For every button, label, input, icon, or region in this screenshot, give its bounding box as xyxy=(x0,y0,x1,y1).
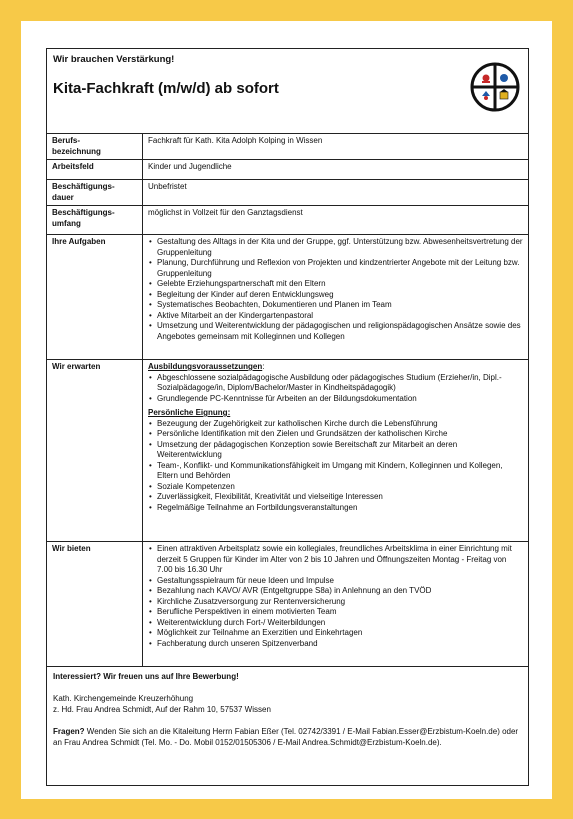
value-beschaeftigungsdauer: Unbefristet xyxy=(148,182,187,191)
questions-text: Wenden Sie sich an die Kitaleitung Herrn Fabian Eßer (Tel. 02742/3391 / E-Mail Fabian.Esser@Erzbistum-Koeln.de) oder an Frau Andrea Schmidt (Tel. Mo. - Do. Mobil 0152/01505306 / E-Mail Andrea.Schmidt@Erzbistum-Koeln.de). xyxy=(53,727,519,747)
questions-label: Fragen? xyxy=(53,727,85,736)
label-arbeitsfeld: Arbeitsfeld xyxy=(47,160,143,179)
row-beschaeftigungsdauer xyxy=(47,180,528,206)
list-item: • Planung, Durchführung und Reflexion von Projekten und kindzentrierter Angebote mit der Leitung bzw. Gruppenleitung xyxy=(148,258,523,279)
list-item: • Regelmäßige Teilnahme an Fortbildungsveranstaltungen xyxy=(148,503,523,514)
subheading-ausbildung: Ausbildungsvoraussetzungen xyxy=(148,362,263,371)
list-item: • Abgeschlossene sozialpädagogische Ausbildung oder pädagogisches Studium (Erzieher/in, Dipl.-Sozialpädagoge/in, Diplom/Bachelor/Master in Kindheitspädagogik) xyxy=(148,373,523,394)
list-item: • Umsetzung der pädagogischen Konzeption sowie Bereitschaft zur Mitarbeit an deren Weiterentwicklung xyxy=(148,440,523,461)
aufgaben-list xyxy=(148,237,523,342)
list-item: • Weiterentwicklung durch Fort-/ Weiterbildungen xyxy=(148,618,523,629)
list-item: • Zuverlässigkeit, Flexibilität, Kreativität und vielseitige Interessen xyxy=(148,492,523,503)
list-item: • Berufliche Perspektiven in einem motivierten Team xyxy=(148,607,523,618)
contact-questions xyxy=(53,726,522,748)
contact-address: z. Hd. Frau Andrea Schmidt, Auf der Rahm 10, 57537 Wissen xyxy=(53,705,271,714)
value-beschaeftigungsumfang: möglichst in Vollzeit für den Ganztagsdienst xyxy=(148,208,303,217)
posting-header xyxy=(47,49,528,134)
parish-emblem-icon xyxy=(470,62,520,112)
list-item: • Begleitung der Kinder auf deren Entwicklungsweg xyxy=(148,290,523,301)
row-wir-bieten xyxy=(47,542,528,667)
list-item: • Aktive Mitarbeit an der Kindergartenpastoral xyxy=(148,311,523,322)
row-ihre-aufgaben xyxy=(47,235,528,360)
label-beschaeftigungsdauer: Beschäftigungs- dauer xyxy=(47,180,143,205)
document-page xyxy=(21,21,552,799)
list-item: • Bezahlung nach KAVO/ AVR (Entgeltgruppe S8a) in Anlehnung an den TVÖD xyxy=(148,586,523,597)
subheading-eignung: Persönliche Eignung: xyxy=(148,408,231,417)
label-berufsbezeichnung: Berufs- bezeichnung xyxy=(47,134,143,159)
label-beschaeftigungsumfang: Beschäftigungs- umfang xyxy=(47,206,143,234)
row-beschaeftigungsumfang xyxy=(47,206,528,235)
label-wir-bieten: Wir bieten xyxy=(47,542,143,666)
posting-title: Kita-Fachkraft (m/w/d) ab sofort xyxy=(53,80,279,97)
list-item: • Kirchliche Zusatzversorgung zur Rentenversicherung xyxy=(148,597,523,608)
row-berufsbezeichnung xyxy=(47,134,528,160)
posting-pretitle: Wir brauchen Verstärkung! xyxy=(53,54,175,65)
list-item: • Soziale Kompetenzen xyxy=(148,482,523,493)
row-arbeitsfeld xyxy=(47,160,528,180)
list-item: • Fachberatung durch unseren Spitzenverband xyxy=(148,639,523,650)
list-item: • Einen attraktiven Arbeitsplatz sowie ein kollegiales, freundliches Arbeitsklima in einer Einrichtung mit derzeit 5 Gruppen für Kinder im Alter von 2 bis 10 Jahren und Öffnungszeiten Montag - Freitag von 7.00 bis 16.30 Uhr xyxy=(148,544,523,576)
list-item: • Möglichkeit zur Teilnahme an Exerzitien und Einkehrtagen xyxy=(148,628,523,639)
list-item: • Team-, Konflikt- und Kommunikationsfähigkeit im Umgang mit Kindern, Kolleginnen und Kollegen, Eltern und Behörden xyxy=(148,461,523,482)
contact-headline: Interessiert? Wir freuen uns auf Ihre Bewerbung! xyxy=(53,672,239,681)
list-item: • Gestaltung des Alltags in der Kita und der Gruppe, ggf. Unterstützung bzw. Abwesenheitsvertretung der Gruppenleitung xyxy=(148,237,523,258)
list-item: • Systematisches Beobachten, Dokumentieren und Planen im Team xyxy=(148,300,523,311)
row-wir-erwarten: Wir erwarten Ausbildungsvoraussetzungen: • Abgeschlossene sozialpädagogische Ausbildung oder pädagogisches Studium (Erzieher/in, Dipl.-Sozialpädagoge/in, Diplom/Bachelor/Master in Kindheitspädagogik) • Grundlegende PC-Kenntnisse für Arbeiten an der Bildungsdokumentation Persönliche Eignung: • Bezeugung der Zugehörigkeit zur katholischen Kirche durch die Lebensführung • Persönliche Identifikation mit den Zielen und Grundsätzen der katholischen Kirche • Umsetzung der pädagogischen Konzeption sowie Bereitschaft zur Mitarbeit an deren Weiterentwicklung • Team-, Konflikt- und Kommunikationsfähigkeit im Umgang mit Kindern, Kolleginnen und Kollegen, Eltern und Behörden • Soziale Kompetenzen • Zuverlässigkeit, Flexibilität, Kreativität und vielseitige Interessen • Regelmäßige Teilnahme an Fortbildungsveranstaltungen xyxy=(47,360,528,542)
list-item: • Umsetzung und Weiterentwicklung der pädagogischen und religionspädagogischen Ansätze sowie des Angebotes gemeinsam mit Kolleginnen und Kollegen xyxy=(148,321,523,342)
eignung-list xyxy=(148,419,523,514)
list-item: • Bezeugung der Zugehörigkeit zur katholischen Kirche durch die Lebensführung xyxy=(148,419,523,430)
bieten-list xyxy=(148,544,523,649)
list-item: • Gelebte Erziehungspartnerschaft mit den Eltern xyxy=(148,279,523,290)
value-berufsbezeichnung: Fachkraft für Kath. Kita Adolph Kolping in Wissen xyxy=(148,136,323,145)
list-item: • Persönliche Identifikation mit den Zielen und Grundsätzen der katholischen Kirche xyxy=(148,429,523,440)
label-ihre-aufgaben: Ihre Aufgaben xyxy=(47,235,143,359)
job-posting-frame xyxy=(46,48,529,786)
ausbildung-list xyxy=(148,373,523,405)
contact-organisation: Kath. Kirchengemeinde Kreuzerhöhung xyxy=(53,694,194,703)
list-item: • Gestaltungsspielraum für neue Ideen und Impulse xyxy=(148,576,523,587)
list-item: • Grundlegende PC-Kenntnisse für Arbeiten an der Bildungsdokumentation xyxy=(148,394,523,405)
contact-section xyxy=(47,667,528,752)
value-arbeitsfeld: Kinder und Jugendliche xyxy=(148,162,232,171)
label-wir-erwarten: Wir erwarten xyxy=(47,360,143,541)
